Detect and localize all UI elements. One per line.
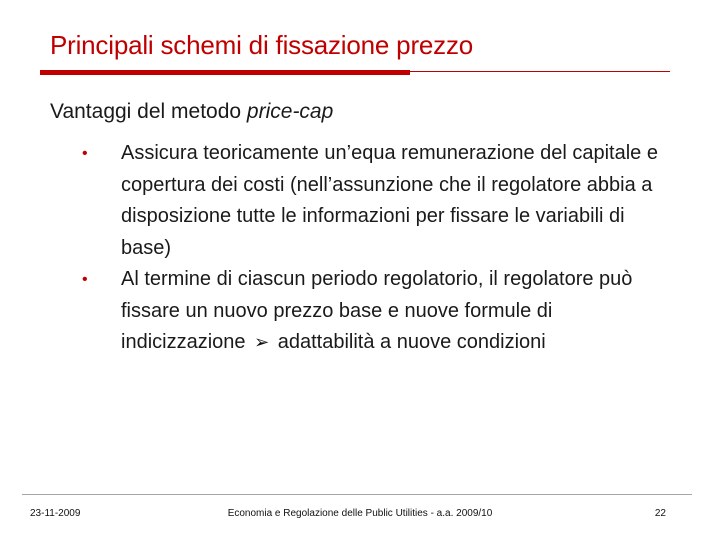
bullet-list [82, 138, 672, 359]
subheading-emphasis: price-cap [246, 100, 334, 123]
subheading [50, 100, 333, 124]
bullet-dot-icon: • [82, 271, 88, 288]
bullet-item-1 [82, 138, 672, 264]
bullet-dot-icon: • [82, 145, 88, 162]
subheading-prefix: Vantaggi del metodo [50, 100, 247, 123]
slide-title: Principali schemi di fissazione prezzo [50, 30, 474, 60]
footer-course-title: Economia e Regolazione delle Public Utilities - a.a. 2009/10 [227, 508, 493, 519]
bullet-item-2 [82, 264, 672, 359]
page-number: 22 [654, 508, 666, 519]
bullet-text-after-arrow: adattabilità a nuove condizioni [277, 331, 546, 353]
bullet-text: Assicura teoricamente un’equa remunerazione del capitale e copertura dei costi (nell’assunzione che il regolatore abbia a disposizione tutte le informazioni per fissare le variabili di base) [121, 142, 658, 259]
footer-divider [22, 494, 692, 495]
bullet-text-before-arrow: Al termine di ciascun periodo regolatorio, il regolatore può fissare un nuovo prezzo base e nuove formule di indicizzazione [121, 268, 633, 353]
right-arrowhead-icon: ➢ [254, 332, 270, 352]
footer-date: 23-11-2009 [30, 508, 81, 519]
title-underline-accent [40, 70, 410, 75]
